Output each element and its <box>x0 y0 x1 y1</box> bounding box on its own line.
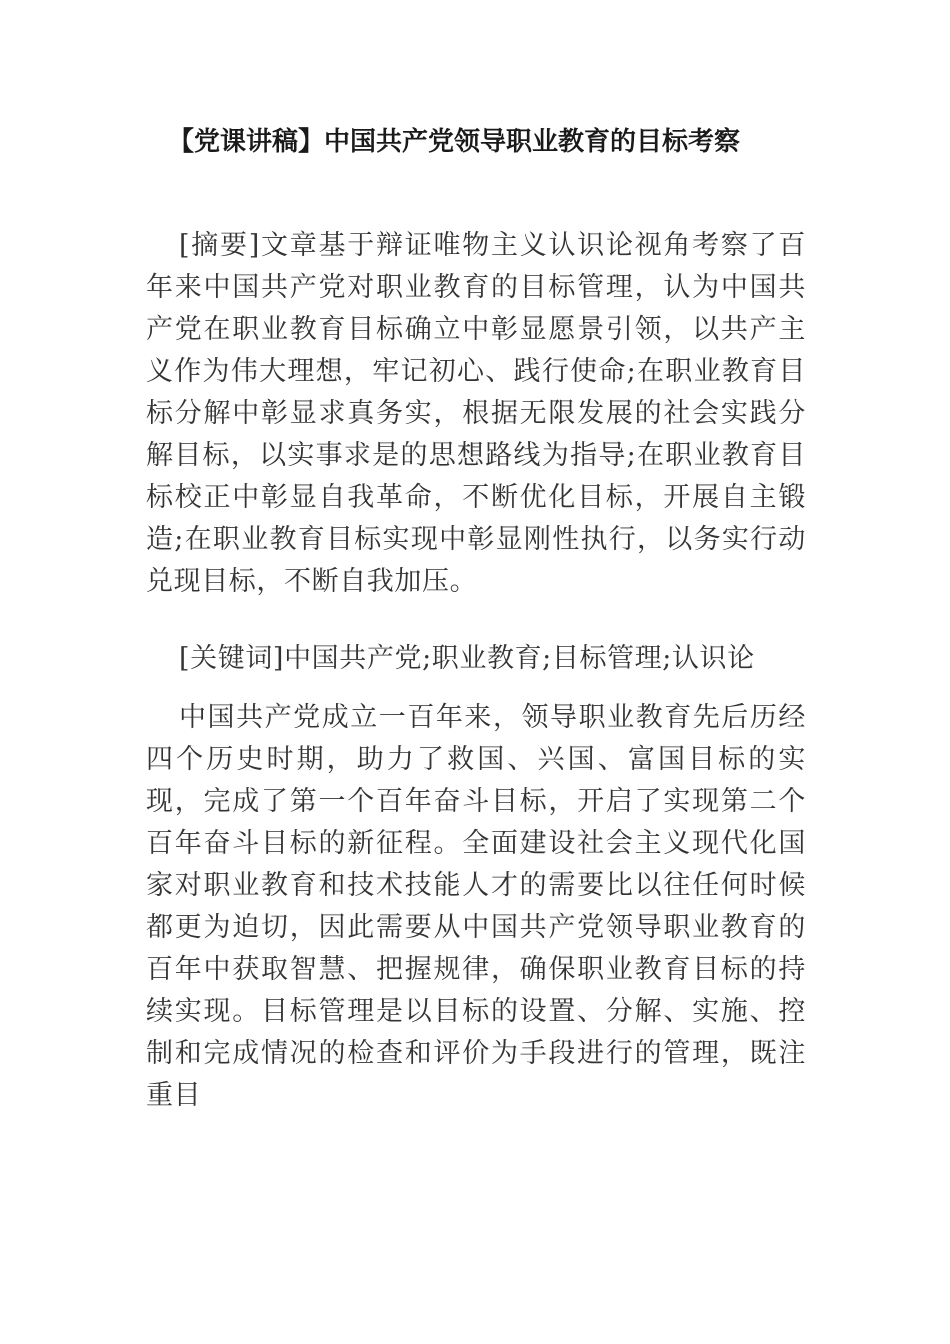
keywords-paragraph: [关键词]中国共产党;职业教育;目标管理;认识论 <box>179 643 755 674</box>
abstract-paragraph: [摘要]文章基于辩证唯物主义认识论视角考察了百年来中国共产党对职业教育的目标管理，认为中国共产党在职业教育目标确立中彰显愿景引领，以共产主义作为伟大理想，牢记初心、践行使命;在职业教育目标分解中彰显求真务实，根据无限发展的社会实践分解目标，以实事求是的思想路线为指导;在职业教育目标校正中彰显自我革命，不断优化目标，开展自主锻造;在职业教育目标实现中彰显刚性执行，以务实行动兑现目标，不断自我加压。 <box>146 230 806 597</box>
intro-paragraph: 中国共产党成立一百年来，领导职业教育先后历经四个历史时期，助力了救国、兴国、富国目标的实现，完成了第一个百年奋斗目标，开启了实现第二个百年奋斗目标的新征程。全面建设社会主义现代化国家对职业教育和技术技能人才的需要比以往任何时候都更为迫切，因此需要从中国共产党领导职业教育的百年中获取智慧、把握规律，确保职业教育目标的持续实现。目标管理是以目标的设置、分解、实施、控制和完成情况的检查和评价为手段进行的管理，既注重目 <box>146 702 806 1111</box>
document-title: 【党课讲稿】中国共产党领导职业教育的目标考察 <box>168 127 741 157</box>
